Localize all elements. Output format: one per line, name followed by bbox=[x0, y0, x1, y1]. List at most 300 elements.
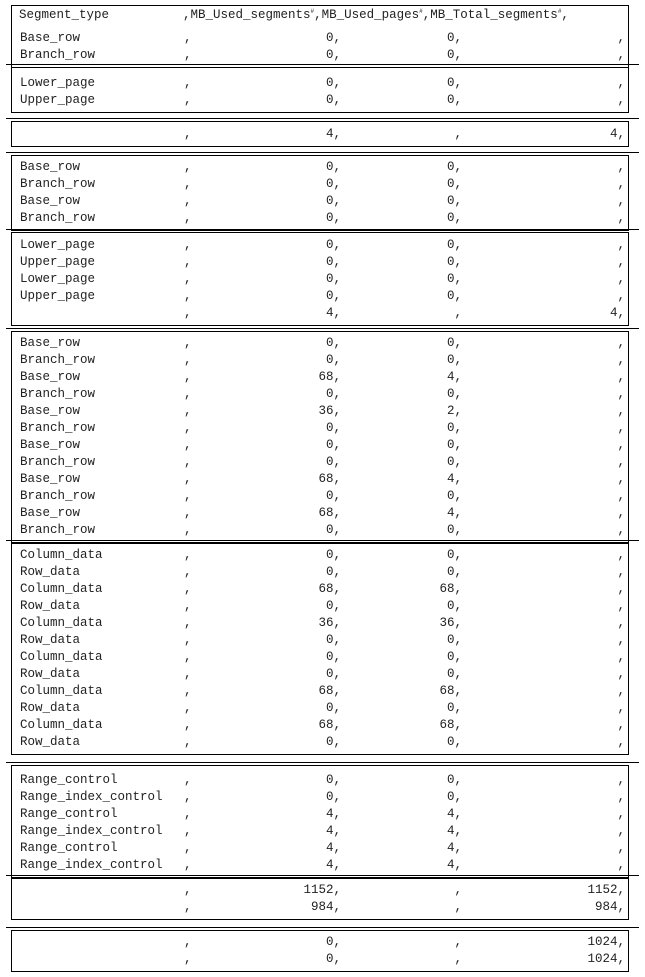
segment-type-cell: Row_data bbox=[20, 599, 81, 613]
segment-type-cell: Column_data bbox=[20, 718, 103, 732]
mb-total-segments-cell: , bbox=[617, 455, 625, 469]
comma-cell: , bbox=[184, 935, 192, 949]
mb-used-segments-cell: 0, bbox=[325, 438, 341, 452]
comma-cell: , bbox=[184, 238, 192, 252]
mb-used-segments-cell: 0, bbox=[325, 421, 341, 435]
table-block bbox=[11, 67, 629, 113]
segment-type-cell: Column_data bbox=[20, 548, 103, 562]
mb-used-pages-cell: 0, bbox=[446, 93, 462, 107]
table-row bbox=[12, 564, 630, 581]
mb-used-segments-cell: 0, bbox=[325, 565, 341, 579]
mb-total-segments-cell: , bbox=[617, 701, 625, 715]
header-trailing-comma: , bbox=[561, 8, 569, 22]
table-block bbox=[11, 121, 629, 147]
segment-type-cell: Branch_row bbox=[20, 523, 96, 537]
comma-cell: , bbox=[184, 404, 192, 418]
comma-cell: , bbox=[184, 255, 192, 269]
mb-total-segments-cell: , bbox=[617, 790, 625, 804]
table-row bbox=[12, 734, 630, 751]
mb-used-segments-cell: 0, bbox=[325, 701, 341, 715]
table-block bbox=[11, 155, 629, 231]
segment-type-cell: Lower_page bbox=[20, 238, 96, 252]
comma-cell: , bbox=[184, 455, 192, 469]
comma-cell: , bbox=[184, 370, 192, 384]
mb-used-segments-cell: 0, bbox=[325, 211, 341, 225]
comma-cell: , bbox=[184, 633, 192, 647]
mb-used-segments-cell: 0, bbox=[325, 272, 341, 286]
mb-used-segments-cell: 0, bbox=[325, 599, 341, 613]
mb-used-segments-cell: 984, bbox=[310, 900, 341, 914]
table-row bbox=[12, 305, 630, 322]
mb-used-pages-cell: 0, bbox=[446, 701, 462, 715]
mb-total-segments-cell: , bbox=[617, 387, 625, 401]
table-row bbox=[12, 951, 630, 968]
table-row bbox=[12, 335, 630, 352]
comma-cell: , bbox=[184, 472, 192, 486]
mb-total-segments-cell: , bbox=[617, 773, 625, 787]
comma-cell: , bbox=[184, 790, 192, 804]
table-row bbox=[12, 369, 630, 386]
mb-used-pages-cell: 0, bbox=[446, 238, 462, 252]
mb-total-segments-cell: , bbox=[617, 858, 625, 872]
mb-used-segments-cell: 0, bbox=[325, 255, 341, 269]
mb-used-segments-cell: 0, bbox=[325, 935, 341, 949]
table-block bbox=[11, 765, 629, 878]
mb-used-segments-cell: 0, bbox=[325, 336, 341, 350]
mb-total-segments-cell: , bbox=[617, 238, 625, 252]
table-block bbox=[11, 232, 629, 326]
mb-total-segments-cell: , bbox=[617, 565, 625, 579]
mb-used-segments-cell: 4, bbox=[325, 807, 341, 821]
table-row bbox=[12, 505, 630, 522]
mb-used-segments-cell: 68, bbox=[318, 718, 341, 732]
mb-used-segments-cell: 0, bbox=[325, 177, 341, 191]
mb-total-segments-cell: , bbox=[617, 31, 625, 45]
segment-type-cell: Branch_row bbox=[20, 489, 96, 503]
mb-used-segments-cell: 0, bbox=[325, 455, 341, 469]
footnote-mark: # bbox=[419, 7, 423, 15]
segment-type-cell: Row_data bbox=[20, 667, 81, 681]
mb-total-segments-cell: , bbox=[617, 489, 625, 503]
segment-type-cell: Branch_row bbox=[20, 48, 96, 62]
mb-total-segments-cell: , bbox=[617, 735, 625, 749]
mb-total-segments-cell: , bbox=[617, 523, 625, 537]
segment-type-cell: Range_index_control bbox=[20, 824, 163, 838]
mb-used-segments-cell: 0, bbox=[325, 650, 341, 664]
segment-type-cell: Base_row bbox=[20, 472, 81, 486]
table-row bbox=[12, 30, 630, 47]
mb-total-segments-cell: , bbox=[617, 160, 625, 174]
table-row bbox=[12, 254, 630, 271]
mb-used-segments-cell: 0, bbox=[325, 289, 341, 303]
mb-used-pages-cell: 0, bbox=[446, 353, 462, 367]
mb-used-pages-cell: 0, bbox=[446, 650, 462, 664]
table-row bbox=[12, 806, 630, 823]
comma-cell: , bbox=[184, 824, 192, 838]
mb-used-segments-cell: 4, bbox=[325, 824, 341, 838]
mb-used-pages-cell: 0, bbox=[446, 790, 462, 804]
mb-used-segments-cell: 0, bbox=[325, 548, 341, 562]
mb-used-pages-cell: 4, bbox=[446, 824, 462, 838]
mb-used-pages-cell: 0, bbox=[446, 211, 462, 225]
header-mb-used-segments: ,MB_Used_segments bbox=[183, 8, 311, 22]
segment-type-cell: Column_data bbox=[20, 684, 103, 698]
mb-used-segments-cell: 68, bbox=[318, 582, 341, 596]
comma-cell: , bbox=[184, 421, 192, 435]
mb-used-pages-cell: 0, bbox=[446, 455, 462, 469]
header-segment-type: Segment_type bbox=[19, 8, 110, 22]
table-block bbox=[11, 878, 629, 920]
comma-cell: , bbox=[184, 489, 192, 503]
mb-used-segments-cell: 1152, bbox=[303, 883, 341, 897]
block-separator bbox=[6, 875, 639, 876]
mb-total-segments-cell: , bbox=[617, 336, 625, 350]
mb-used-segments-cell: 4, bbox=[325, 306, 341, 320]
table-row bbox=[12, 288, 630, 305]
table-row bbox=[12, 683, 630, 700]
mb-total-segments-cell: , bbox=[617, 684, 625, 698]
mb-total-segments-cell: , bbox=[617, 548, 625, 562]
table-block bbox=[11, 543, 629, 755]
mb-used-pages-cell: 0, bbox=[446, 565, 462, 579]
mb-used-segments-cell: 36, bbox=[318, 616, 341, 630]
comma-cell: , bbox=[184, 160, 192, 174]
mb-used-pages-cell: 4, bbox=[446, 807, 462, 821]
mb-used-pages-cell: 0, bbox=[446, 289, 462, 303]
comma-cell: , bbox=[184, 841, 192, 855]
mb-used-pages-cell: 0, bbox=[446, 31, 462, 45]
comma-cell: , bbox=[184, 807, 192, 821]
comma-cell: , bbox=[184, 438, 192, 452]
mb-used-segments-cell: 68, bbox=[318, 684, 341, 698]
mb-used-segments-cell: 0, bbox=[325, 31, 341, 45]
mb-used-segments-cell: 0, bbox=[325, 790, 341, 804]
mb-total-segments-cell: , bbox=[617, 807, 625, 821]
mb-used-pages-cell: 0, bbox=[446, 160, 462, 174]
mb-total-segments-cell: , bbox=[617, 177, 625, 191]
table-row bbox=[12, 176, 630, 193]
comma-cell: , bbox=[184, 48, 192, 62]
mb-used-segments-cell: 0, bbox=[325, 489, 341, 503]
table-row bbox=[12, 840, 630, 857]
segment-type-cell: Upper_page bbox=[20, 289, 96, 303]
segment-type-cell: Row_data bbox=[20, 633, 81, 647]
table-row bbox=[12, 857, 630, 874]
mb-used-segments-cell: 0, bbox=[325, 194, 341, 208]
comma-cell: , bbox=[184, 858, 192, 872]
mb-used-segments-cell: 36, bbox=[318, 404, 341, 418]
mb-used-pages-cell: 2, bbox=[446, 404, 462, 418]
comma-cell: , bbox=[184, 565, 192, 579]
block-separator bbox=[6, 540, 639, 541]
mb-total-segments-cell: , bbox=[617, 255, 625, 269]
mb-total-segments-cell: , bbox=[617, 370, 625, 384]
comma-cell: , bbox=[184, 387, 192, 401]
mb-used-pages-cell: 0, bbox=[446, 194, 462, 208]
segment-type-cell: Row_data bbox=[20, 735, 81, 749]
mb-total-segments-cell: , bbox=[617, 194, 625, 208]
mb-used-pages-cell: 4, bbox=[446, 858, 462, 872]
segment-type-cell: Upper_page bbox=[20, 255, 96, 269]
mb-used-segments-cell: 0, bbox=[325, 160, 341, 174]
mb-total-segments-cell: , bbox=[617, 650, 625, 664]
table-row bbox=[12, 899, 630, 916]
table-block bbox=[11, 331, 629, 543]
comma-cell: , bbox=[184, 523, 192, 537]
table-row bbox=[12, 598, 630, 615]
segment-type-cell: Base_row bbox=[20, 506, 81, 520]
header-mb-used-pages: ,MB_Used_pages bbox=[314, 8, 420, 22]
comma-cell: , bbox=[184, 650, 192, 664]
mb-used-pages-cell: 0, bbox=[446, 438, 462, 452]
mb-used-segments-cell: 0, bbox=[325, 48, 341, 62]
comma-cell: , bbox=[184, 599, 192, 613]
table-row bbox=[12, 352, 630, 369]
mb-used-segments-cell: 68, bbox=[318, 506, 341, 520]
table-row bbox=[12, 488, 630, 505]
mb-used-segments-cell: 68, bbox=[318, 472, 341, 486]
comma-cell: , bbox=[184, 506, 192, 520]
mb-used-pages-cell: 68, bbox=[439, 582, 462, 596]
table-row bbox=[12, 159, 630, 176]
mb-used-pages-cell: , bbox=[454, 952, 462, 966]
segment-type-cell: Row_data bbox=[20, 701, 81, 715]
segment-type-cell: Base_row bbox=[20, 160, 81, 174]
table-row bbox=[12, 471, 630, 488]
table-block bbox=[11, 5, 629, 68]
mb-total-segments-cell: 984, bbox=[594, 900, 625, 914]
mb-used-pages-cell: 0, bbox=[446, 255, 462, 269]
segment-type-cell: Range_control bbox=[20, 841, 118, 855]
mb-used-pages-cell: 0, bbox=[446, 421, 462, 435]
segment-type-cell: Row_data bbox=[20, 565, 81, 579]
mb-used-pages-cell: 0, bbox=[446, 633, 462, 647]
mb-used-segments-cell: 68, bbox=[318, 370, 341, 384]
block-separator bbox=[6, 64, 639, 65]
segment-type-cell: Base_row bbox=[20, 336, 81, 350]
mb-used-pages-cell: 4, bbox=[446, 506, 462, 520]
table-row bbox=[12, 823, 630, 840]
mb-total-segments-cell: , bbox=[617, 472, 625, 486]
segment-type-cell: Column_data bbox=[20, 650, 103, 664]
mb-used-pages-cell: , bbox=[454, 935, 462, 949]
mb-total-segments-cell: , bbox=[617, 76, 625, 90]
segment-type-cell: Base_row bbox=[20, 438, 81, 452]
mb-used-segments-cell: 0, bbox=[325, 93, 341, 107]
comma-cell: , bbox=[184, 211, 192, 225]
footnote-mark: # bbox=[310, 7, 315, 15]
table-row bbox=[12, 437, 630, 454]
mb-used-pages-cell: 4, bbox=[446, 841, 462, 855]
mb-used-pages-cell: 0, bbox=[446, 599, 462, 613]
table-row bbox=[12, 386, 630, 403]
table-row bbox=[12, 632, 630, 649]
mb-used-pages-cell: 0, bbox=[446, 387, 462, 401]
table-row bbox=[12, 772, 630, 789]
segment-type-cell: Upper_page bbox=[20, 93, 96, 107]
mb-used-pages-cell: 0, bbox=[446, 667, 462, 681]
segment-type-cell: Branch_row bbox=[20, 353, 96, 367]
mb-used-segments-cell: 4, bbox=[325, 858, 341, 872]
mb-total-segments-cell: , bbox=[617, 506, 625, 520]
segment-type-cell: Branch_row bbox=[20, 387, 96, 401]
segment-type-cell: Branch_row bbox=[20, 455, 96, 469]
comma-cell: , bbox=[184, 177, 192, 191]
mb-total-segments-cell: , bbox=[617, 824, 625, 838]
mb-total-segments-cell: 4, bbox=[609, 306, 625, 320]
comma-cell: , bbox=[184, 718, 192, 732]
block-separator bbox=[6, 152, 639, 153]
block-separator bbox=[6, 762, 639, 763]
block-separator bbox=[6, 118, 639, 119]
mb-total-segments-cell: , bbox=[617, 616, 625, 630]
mb-total-segments-cell: , bbox=[617, 353, 625, 367]
mb-used-pages-cell: 0, bbox=[446, 336, 462, 350]
table-row bbox=[12, 47, 630, 64]
segment-type-cell: Column_data bbox=[20, 582, 103, 596]
table-row bbox=[12, 403, 630, 420]
mb-used-segments-cell: 0, bbox=[325, 633, 341, 647]
table-block bbox=[11, 930, 629, 972]
comma-cell: , bbox=[184, 272, 192, 286]
segment-type-cell: Lower_page bbox=[20, 272, 96, 286]
table-row bbox=[12, 789, 630, 806]
segment-type-cell: Column_data bbox=[20, 616, 103, 630]
comma-cell: , bbox=[184, 952, 192, 966]
mb-used-pages-cell: 0, bbox=[446, 548, 462, 562]
comma-cell: , bbox=[184, 76, 192, 90]
comma-cell: , bbox=[184, 31, 192, 45]
mb-used-segments-cell: 4, bbox=[325, 127, 341, 141]
mb-total-segments-cell: , bbox=[617, 211, 625, 225]
mb-used-pages-cell: 0, bbox=[446, 76, 462, 90]
comma-cell: , bbox=[184, 582, 192, 596]
table-row bbox=[12, 581, 630, 598]
segment-type-cell: Branch_row bbox=[20, 421, 96, 435]
mb-used-pages-cell: , bbox=[454, 900, 462, 914]
comma-cell: , bbox=[184, 616, 192, 630]
mb-total-segments-cell: , bbox=[617, 93, 625, 107]
mb-used-pages-cell: , bbox=[454, 883, 462, 897]
table-row bbox=[12, 666, 630, 683]
block-separator bbox=[6, 927, 639, 928]
segment-type-cell: Branch_row bbox=[20, 211, 96, 225]
mb-used-segments-cell: 0, bbox=[325, 76, 341, 90]
segment-type-cell: Lower_page bbox=[20, 76, 96, 90]
mb-total-segments-cell: , bbox=[617, 718, 625, 732]
mb-used-pages-cell: 0, bbox=[446, 48, 462, 62]
mb-total-segments-cell: , bbox=[617, 48, 625, 62]
segment-type-cell: Range_control bbox=[20, 773, 118, 787]
mb-used-pages-cell: 4, bbox=[446, 472, 462, 486]
mb-used-pages-cell: 68, bbox=[439, 684, 462, 698]
mb-used-pages-cell: 68, bbox=[439, 718, 462, 732]
segment-type-cell: Base_row bbox=[20, 370, 81, 384]
comma-cell: , bbox=[184, 667, 192, 681]
block-separator bbox=[6, 328, 639, 329]
comma-cell: , bbox=[184, 701, 192, 715]
table-row bbox=[12, 615, 630, 632]
mb-total-segments-cell: , bbox=[617, 633, 625, 647]
mb-total-segments-cell: , bbox=[617, 289, 625, 303]
mb-used-segments-cell: 0, bbox=[325, 735, 341, 749]
comma-cell: , bbox=[184, 127, 192, 141]
mb-used-segments-cell: 0, bbox=[325, 667, 341, 681]
segment-type-cell: Base_row bbox=[20, 31, 81, 45]
segment-type-cell: Range_index_control bbox=[20, 858, 163, 872]
table-row bbox=[12, 420, 630, 437]
table-row bbox=[12, 717, 630, 734]
mb-used-pages-cell: 36, bbox=[439, 616, 462, 630]
segment-type-cell: Branch_row bbox=[20, 177, 96, 191]
segment-type-cell: Base_row bbox=[20, 194, 81, 208]
comma-cell: , bbox=[184, 548, 192, 562]
mb-used-pages-cell: 0, bbox=[446, 773, 462, 787]
mb-used-pages-cell: 0, bbox=[446, 272, 462, 286]
table-row bbox=[12, 126, 630, 143]
comma-cell: , bbox=[184, 773, 192, 787]
comma-cell: , bbox=[184, 289, 192, 303]
mb-used-segments-cell: 0, bbox=[325, 238, 341, 252]
mb-used-segments-cell: 0, bbox=[325, 773, 341, 787]
table-row bbox=[12, 649, 630, 666]
mb-used-segments-cell: 0, bbox=[325, 523, 341, 537]
comma-cell: , bbox=[184, 336, 192, 350]
mb-used-segments-cell: 0, bbox=[325, 952, 341, 966]
segment-type-cell: Range_index_control bbox=[20, 790, 163, 804]
mb-total-segments-cell: 1024, bbox=[587, 952, 625, 966]
mb-total-segments-cell: , bbox=[617, 841, 625, 855]
comma-cell: , bbox=[184, 194, 192, 208]
table-row bbox=[12, 454, 630, 471]
table-row bbox=[12, 75, 630, 92]
mb-used-segments-cell: 0, bbox=[325, 353, 341, 367]
mb-used-pages-cell: 0, bbox=[446, 735, 462, 749]
comma-cell: , bbox=[184, 93, 192, 107]
comma-cell: , bbox=[184, 353, 192, 367]
mb-total-segments-cell: , bbox=[617, 667, 625, 681]
mb-total-segments-cell: , bbox=[617, 438, 625, 452]
segment-type-cell: Base_row bbox=[20, 404, 81, 418]
mb-used-pages-cell: , bbox=[454, 127, 462, 141]
mb-used-pages-cell: 0, bbox=[446, 523, 462, 537]
mb-total-segments-cell: , bbox=[617, 404, 625, 418]
mb-used-segments-cell: 0, bbox=[325, 387, 341, 401]
header-mb-total-segments: ,MB_Total_segments bbox=[422, 8, 558, 22]
mb-used-segments-cell: 4, bbox=[325, 841, 341, 855]
mb-used-pages-cell: 4, bbox=[446, 370, 462, 384]
mb-total-segments-cell: , bbox=[617, 272, 625, 286]
mb-used-pages-cell: 0, bbox=[446, 177, 462, 191]
table-row bbox=[12, 193, 630, 210]
mb-total-segments-cell: 1152, bbox=[587, 883, 625, 897]
mb-total-segments-cell: , bbox=[617, 582, 625, 596]
mb-total-segments-cell: , bbox=[617, 421, 625, 435]
footnote-mark: # bbox=[557, 7, 562, 15]
comma-cell: , bbox=[184, 684, 192, 698]
mb-used-pages-cell: 0, bbox=[446, 489, 462, 503]
table-row bbox=[12, 271, 630, 288]
comma-cell: , bbox=[184, 306, 192, 320]
block-separator bbox=[6, 229, 639, 230]
table-row bbox=[12, 92, 630, 109]
table-row bbox=[12, 210, 630, 227]
table-row bbox=[12, 522, 630, 539]
table-row bbox=[12, 237, 630, 254]
comma-cell: , bbox=[184, 900, 192, 914]
table-row bbox=[12, 882, 630, 899]
comma-cell: , bbox=[184, 883, 192, 897]
